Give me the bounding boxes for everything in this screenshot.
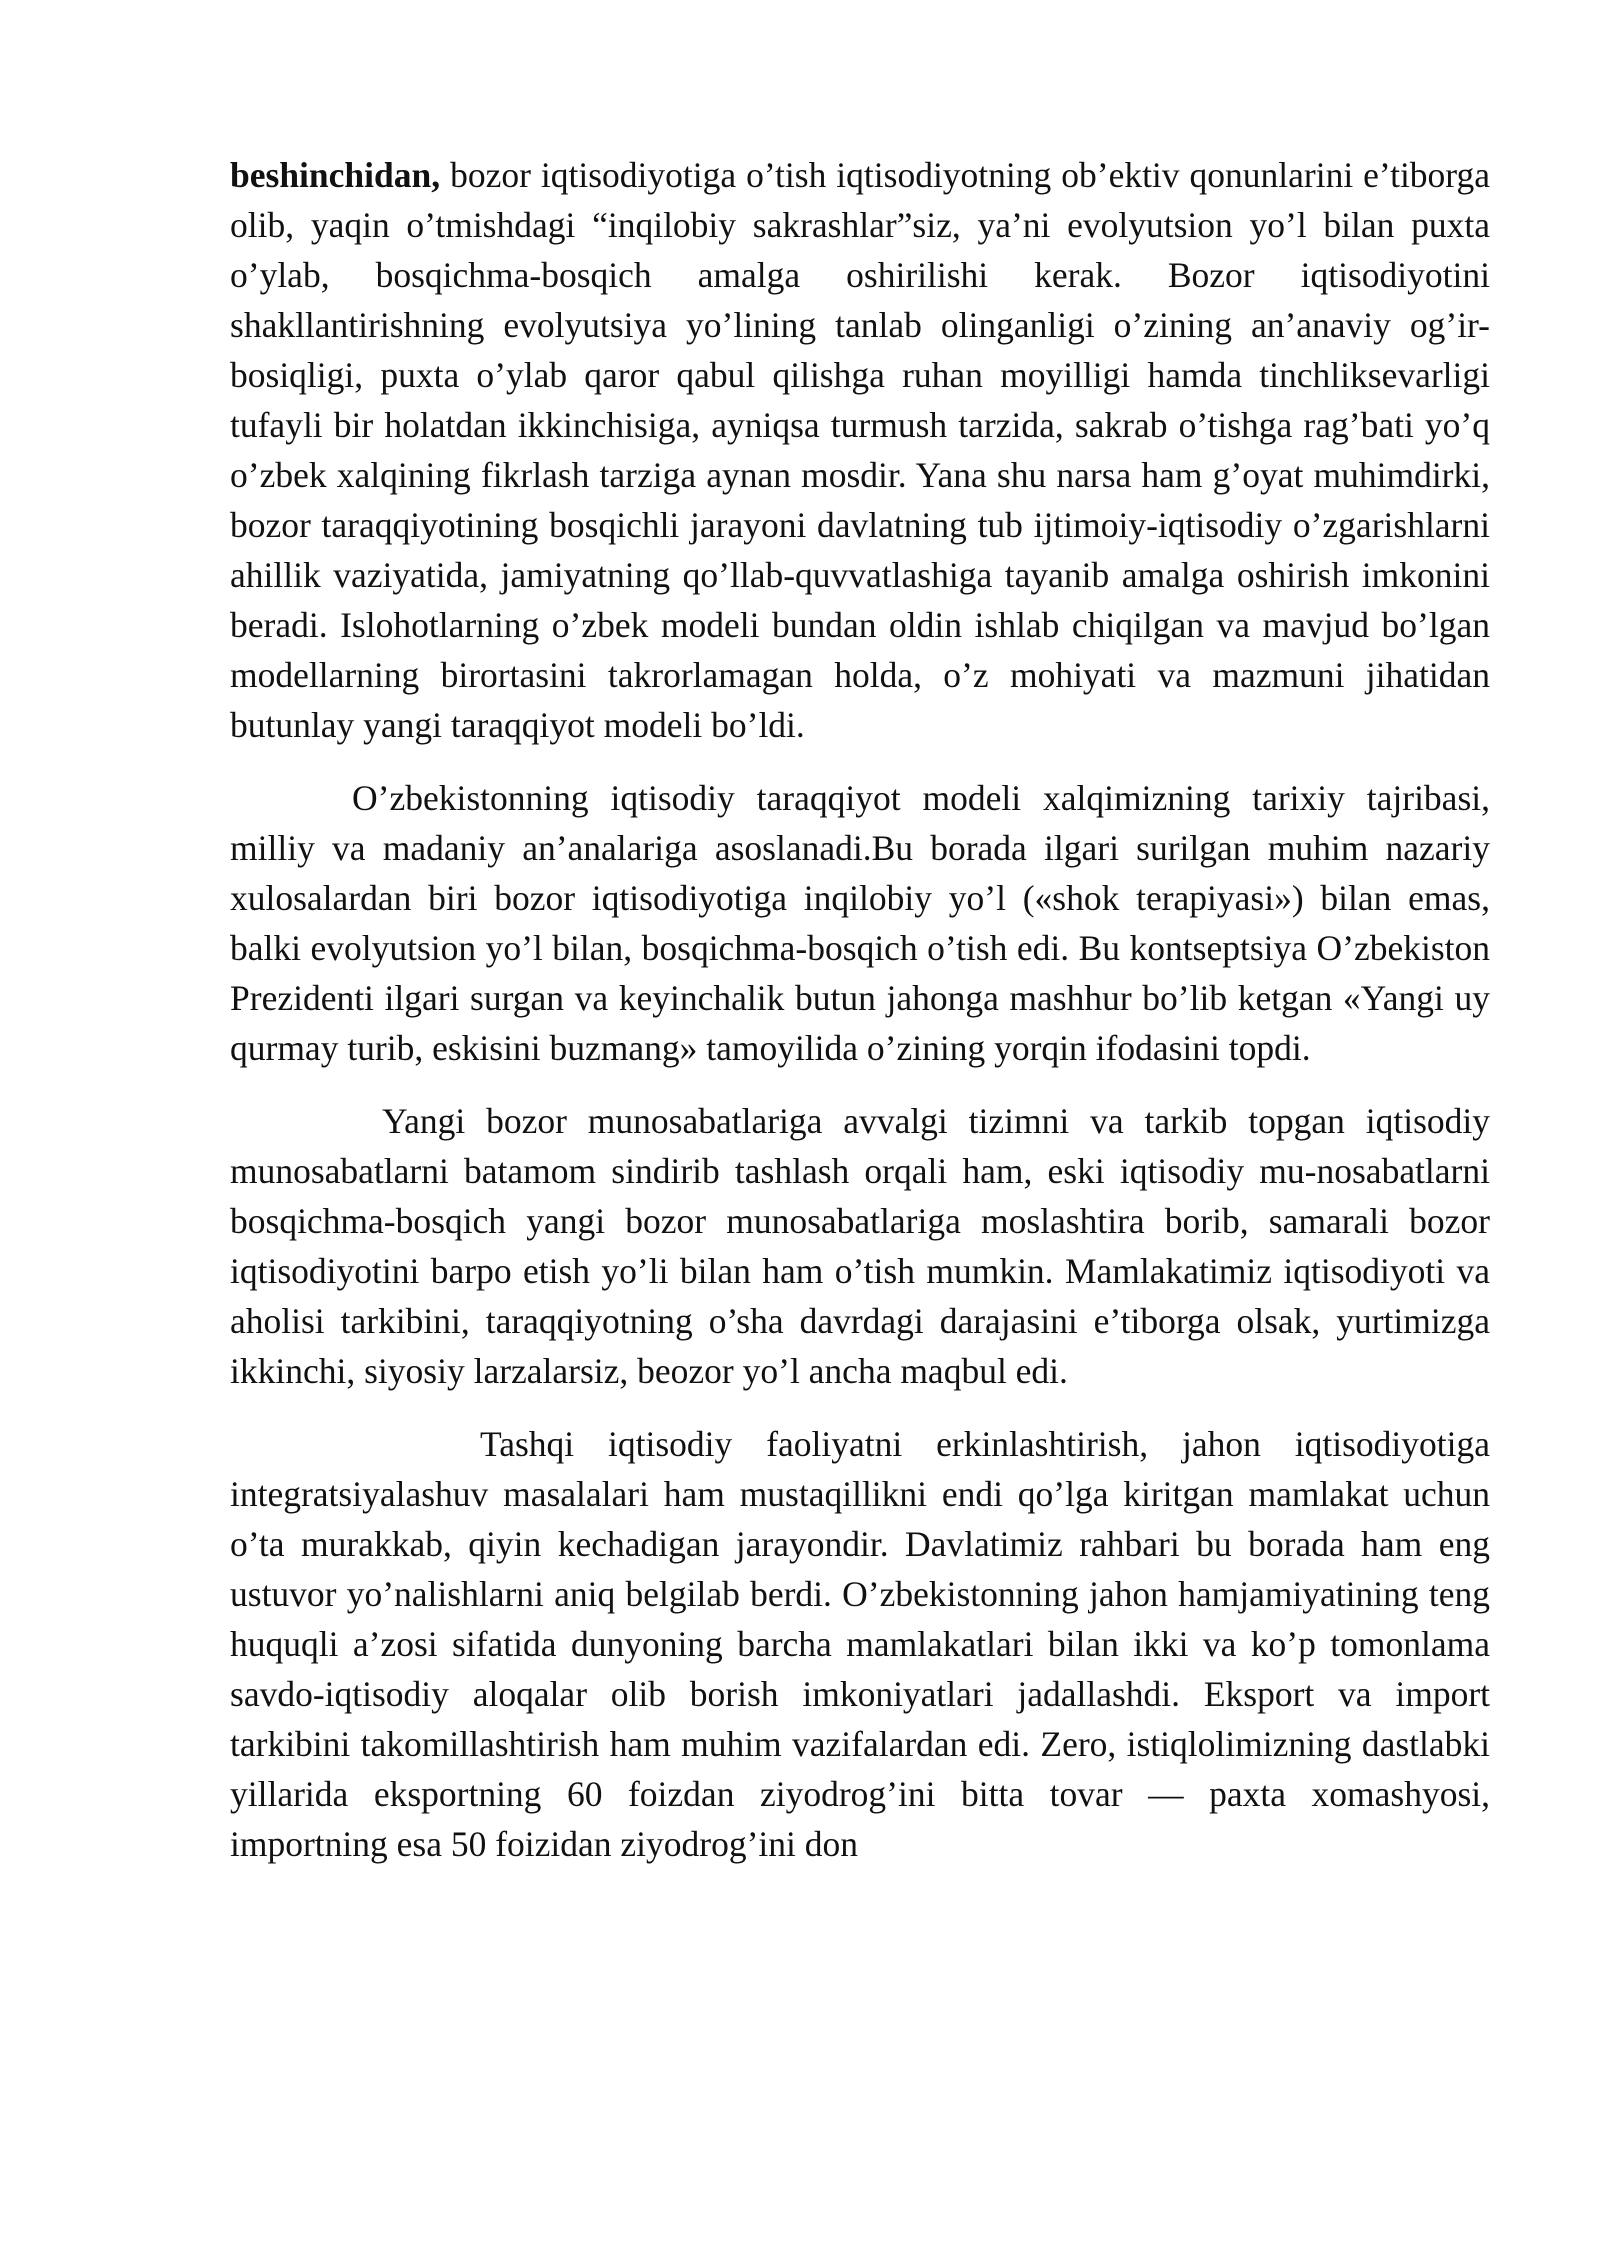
- paragraph-4: Tashqi iqtisodiy faoliyatni erkinlashtirish, jahon iqtisodiyotiga integratsiyalashuv masalalari ham mustaqillikni endi qo’lga kiritgan mamlakat uchun o’ta murakkab, qiyin kechadigan jarayondir. Davlatimiz rahbari bu borada ham eng ustuvor yo’nalishlarni aniq belgilab berdi. O’zbekistonning jahon hamjamiyatining teng huquqli a’zosi sifatida dunyoning barcha mamlakatlari bilan ikki va ko’p tomonlama savdo-iqtisodiy aloqalar olib borish imkoniyatlari jadallashdi. Eksport va import tarkibini takomillashtirish ham muhim vazifalardan edi. Zero, istiqlolimizning dastlabki yillarida eksportning 60 foizdan ziyodrog’ini bitta tovar — paxta xomashyosi, importning esa 50 foizidan ziyodrog’ini don: [230, 1424, 1490, 1864]
- paragraph-2: O’zbekistonning iqtisodiy taraqqiyot modeli xalqimizning tarixiy tajribasi, milliy va madaniy an’analariga asoslanadi.Bu borada ilgari surilgan muhim nazariy xulosalardan biri bozor iqtisodiyotiga inqilobiy yo’l («shok terapiyasi») bilan emas, balki evolyutsion yo’l bilan, bosqichma-bosqich o’tish edi. Bu kontseptsiya O’zbekiston Prezidenti ilgari surgan va keyinchalik butun jahonga mashhur bo’lib ketgan «Yangi uy qurmay turib, eskisini buzmang» tamoyilida o’zining yorqin ifodasini topdi.: [230, 778, 1490, 1068]
- document-page: [230, 150, 1490, 1869]
- paragraph-1-text: bozor iqtisodiyotiga o’tish iqtisodiyotning ob’ektiv qonunlarini e’tiborga olib, yaqin o’tmishdagi “inqilobiy sakrashlar”siz, ya’ni evolyutsion yo’l bilan puxta o’ylab, bosqichma-bosqich amalga oshirilishi kerak. Bozor iqtisodiyotini shakllantirishning evolyutsiya yo’lining tanlab olinganligi o’zining an’anaviy og’ir-bosiqligi, puxta o’ylab qaror qabul qilishga ruhan moyilligi hamda tinchliksevarligi tufayli bir holatdan ikkinchisiga, ayniqsa turmush tarzida, sakrab o’tishga rag’bati yo’q o’zbek xalqining fikrlash tarziga aynan mosdir. Yana shu narsa ham g’oyat muhimdirki, bozor taraqqiyotining bosqichli jarayoni davlatning tub ijtimoiy-iqtisodiy o’zgarishlarni ahillik vaziyatida, jamiyatning qo’llab-quvvatlashiga tayanib amalga oshirish imkonini beradi. Islohotlarning o’zbek modeli bundan oldin ishlab chiqilgan va mavjud bo’lgan modellarning birortasini takrorlamagan holda, o’z mohiyati va mazmuni jihatidan butunlay yangi taraqqiyot modeli bo’ldi.: [230, 155, 1490, 745]
- paragraph-1: [230, 150, 1490, 750]
- paragraph-lead-word: beshinchidan,: [230, 155, 441, 195]
- paragraph-3: Yangi bozor munosabatlariga avvalgi tizimni va tarkib topgan iqtisodiy munosabatlarni batamom sindirib tashlash orqali ham, eski iqtisodiy mu-nosabatlarni bosqichma-bosqich yangi bozor munosabatlariga moslashtira borib, samarali bozor iqtisodiyotini barpo etish yo’li bilan ham o’tish mumkin. Mamlakatimiz iqtisodiyoti va aholisi tarkibini, taraqqiyotning o’sha davrdagi darajasini e’tiborga olsak, yurtimizga ikkinchi, siyosiy larzalarsiz, beozor yo’l ancha maqbul edi.: [230, 1101, 1490, 1391]
